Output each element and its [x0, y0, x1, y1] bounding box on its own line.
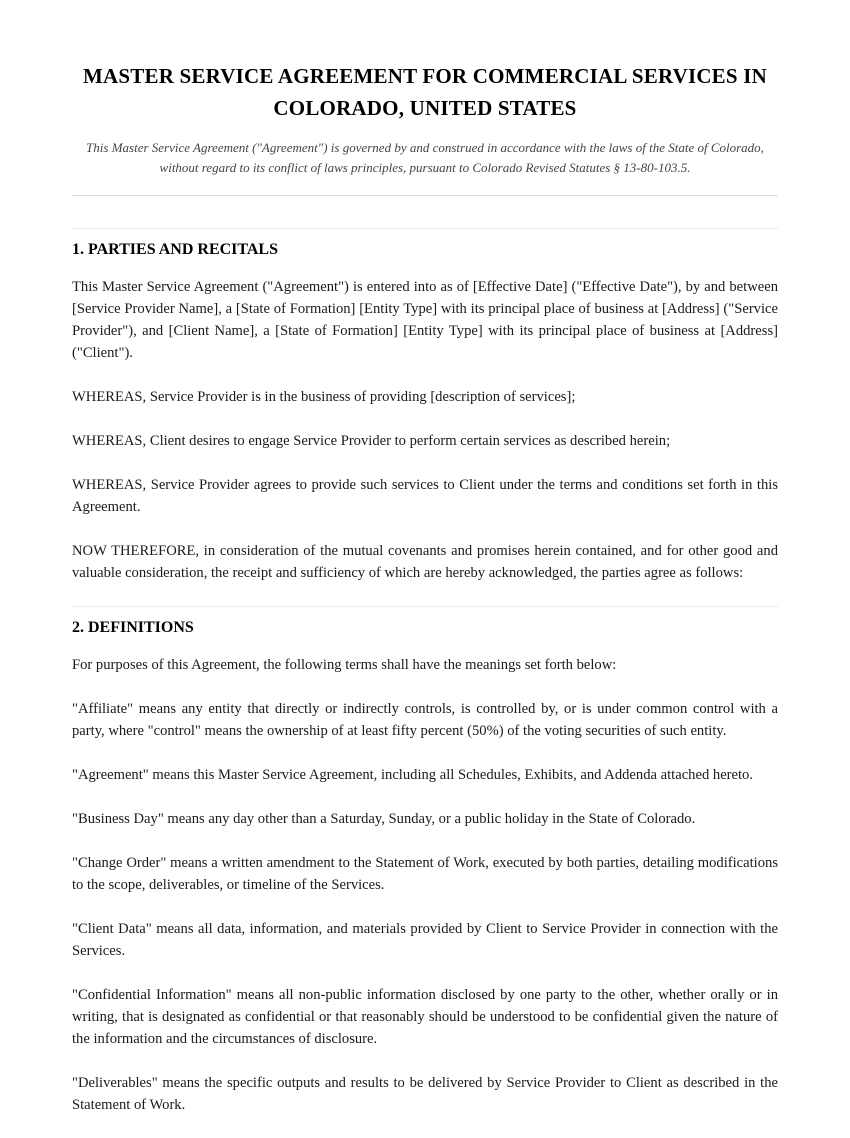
document-page: [72, 0, 778, 1138]
paragraph: This Master Service Agreement ("Agreement") is entered into as of [Effective Date] ("Effective Date"), by and between [Service Provider Name], a [State of Formation] [Entity Type] with its principal place of business at [Address] ("Service Provider"), and [Client Name], a [State of Formation] [Entity Type] with its principal place of business at [Address] ("Client").: [72, 279, 778, 361]
paragraph: WHEREAS, Service Provider agrees to provide such services to Client under the terms and conditions set forth in this Agreement.: [72, 477, 778, 515]
paragraph: NOW THEREFORE, in consideration of the mutual covenants and promises herein contained, and for other good and valuable consideration, the receipt and sufficiency of which are hereby acknowledged, the parties agree as follows:: [72, 543, 778, 581]
definition-change-order: "Change Order" means a written amendment to the Statement of Work, executed by both parties, detailing modifications to the scope, deliverables, or timeline of the Services.: [72, 855, 778, 893]
section-divider: [72, 228, 778, 229]
governing-law-note: This Master Service Agreement ("Agreement") is governed by and construed in accordance with the laws of the State of Colorado, without regard to its conflict of laws principles, pursuant to Colorado Revised Statutes § 13-80-103.5.: [86, 140, 764, 175]
title-divider: [72, 195, 778, 196]
paragraph: For purposes of this Agreement, the following terms shall have the meanings set forth below:: [72, 657, 617, 673]
paragraph: WHEREAS, Service Provider is in the business of providing [description of services];: [72, 389, 576, 405]
definition-agreement: "Agreement" means this Master Service Agreement, including all Schedules, Exhibits, and Addenda attached hereto.: [72, 767, 754, 783]
definition-business-day: "Business Day" means any day other than a Saturday, Sunday, or a public holiday in the State of Colorado.: [72, 811, 696, 827]
paragraph: WHEREAS, Client desires to engage Service Provider to perform certain services as described herein;: [72, 433, 671, 449]
section-definitions: [72, 606, 778, 1116]
section-heading: 2. DEFINITIONS: [72, 619, 194, 636]
document-title: MASTER SERVICE AGREEMENT FOR COMMERCIAL SERVICES IN COLORADO, UNITED STATES: [83, 64, 767, 120]
section-divider: [72, 606, 778, 607]
section-heading: 1. PARTIES AND RECITALS: [72, 241, 278, 258]
definition-affiliate: "Affiliate" means any entity that directly or indirectly controls, is controlled by, or is under common control with a party, where "control" means the ownership of at least fifty percent (50%) of the voting securities of such entity.: [72, 701, 778, 739]
definition-confidential-information: "Confidential Information" means all non-public information disclosed by one party to the other, whether orally or in writing, that is designated as confidential or that reasonably should be understood to be confidential given the nature of the information and the circumstances of disclosure.: [72, 987, 778, 1047]
definition-client-data: "Client Data" means all data, information, and materials provided by Client to Service Provider in connection with the Services.: [72, 921, 778, 959]
section-parties-and-recitals: [72, 228, 778, 584]
definition-deliverables: "Deliverables" means the specific outputs and results to be delivered by Service Provider to Client as described in the Statement of Work.: [72, 1075, 778, 1113]
